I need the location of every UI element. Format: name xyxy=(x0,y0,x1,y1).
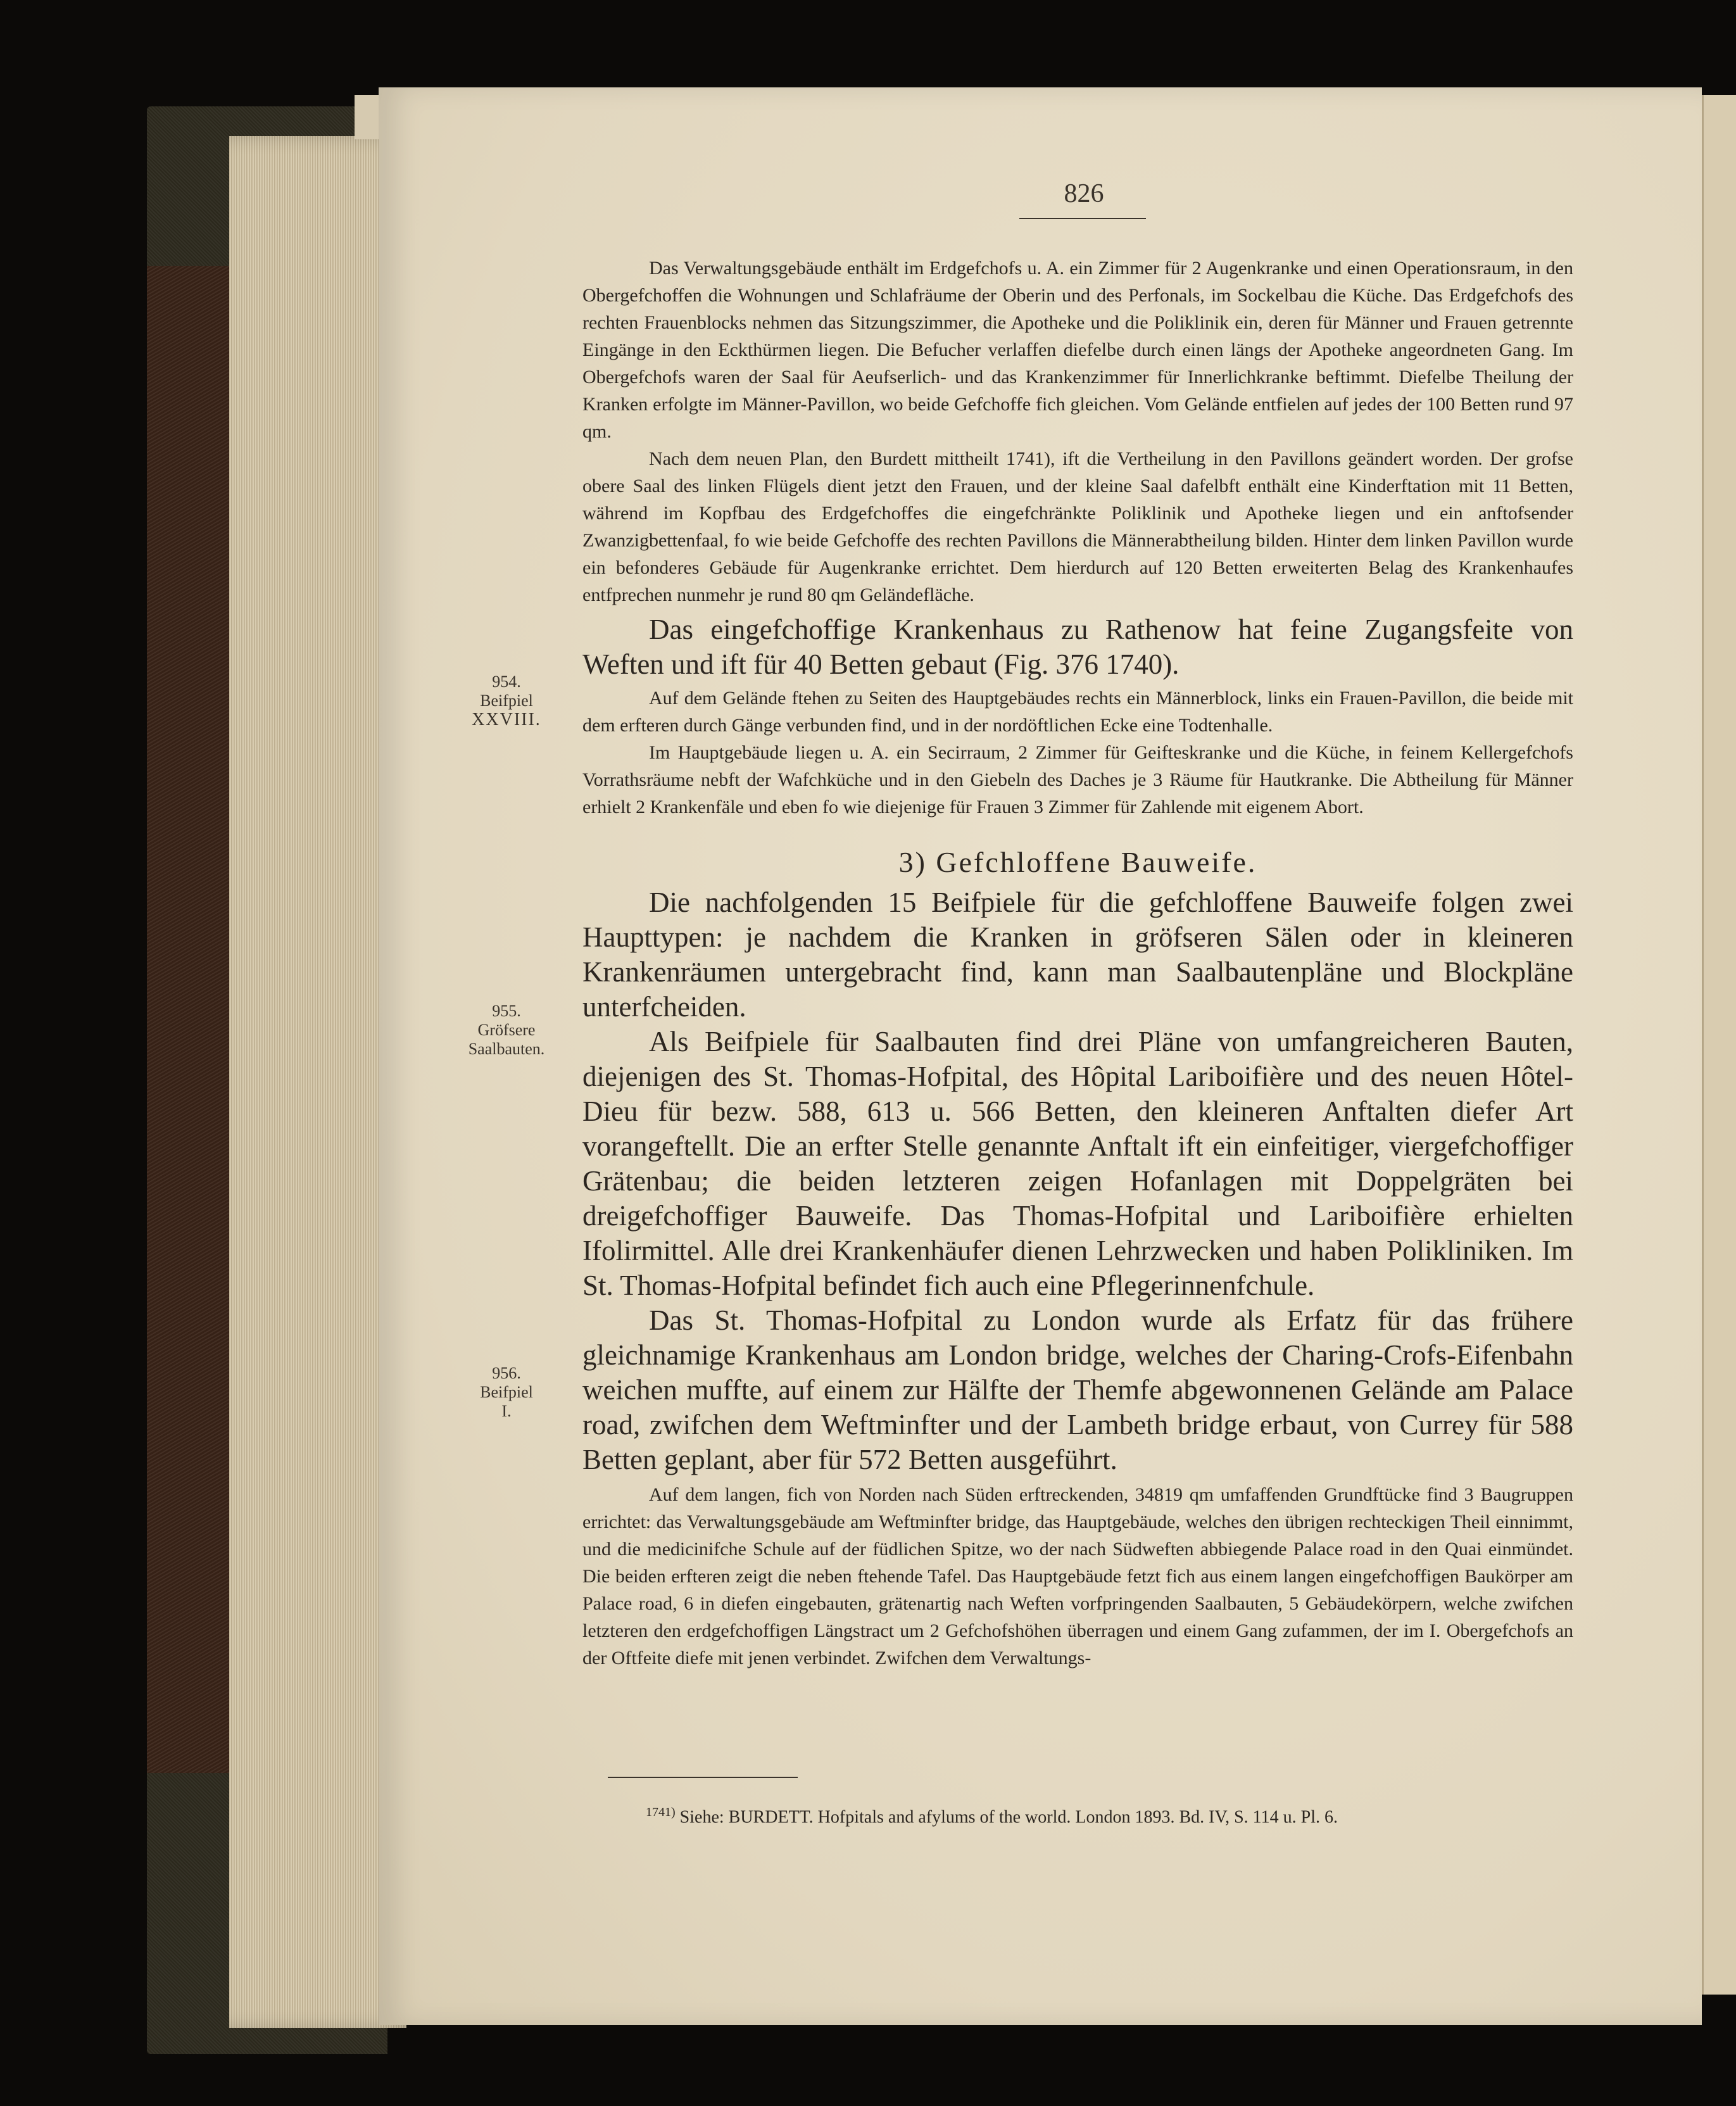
page-number: 826 xyxy=(1064,179,1104,208)
footnote-rule xyxy=(608,1777,798,1778)
paragraph-saalbauten: Als Beifpiele für Saalbauten find drei Pläne von umfangreicheren Bauten, diejenigen des St. Thomas-Hofpital, des Hôpital Lariboifière und des neuen Hôtel-Dieu für bezw. 588, 613 u. 566 Betten, den kleineren Anftalten diefer Art vorangeftellt. Die an erfter Stelle genannte Anftalt ift ein einfeitiger, viergefchoffiger Grätenbau; die beiden letzteren zeigen Hofanlagen mit Doppelgräten bei dreigefchoffiger Bauweife. Das Thomas-Hofpital und Lariboifière erhielten Ifolirmittel. Alle drei Krankenhäufer dienen Lehrzwecken und haben Polikliniken. Im St. Thomas-Hofpital befindet fich auch eine Pflegerinnenfchule. xyxy=(582,1026,1573,1301)
margin-note-number: 956. xyxy=(492,1364,521,1382)
facing-page-edge xyxy=(1702,95,1736,1995)
margin-note-956 xyxy=(443,1364,570,1421)
margin-note-extra: I. xyxy=(501,1402,512,1420)
margin-note-955 xyxy=(443,1002,570,1059)
paragraph-gelaende: Auf dem Gelände ftehen zu Seiten des Hauptgebäudes rechts ein Männerblock, links ein Frauen-Pavillon, die beide mit dem erfteren durch Gänge verbunden find, und in der nordöftlichen Ecke eine Todtenhalle. xyxy=(582,688,1573,736)
margin-note-954 xyxy=(443,672,570,729)
paragraph-rathenow: Das eingefchoffige Krankenhaus zu Rathenow hat feine Zugangsfeite von Weften und ift für 40 Betten gebaut (Fig. 376 1740). xyxy=(582,614,1573,680)
book-spine-leather xyxy=(147,266,229,1773)
paragraph-verwaltungsgebaeude: Das Verwaltungsgebäude enthält im Erdgefchofs u. A. ein Zimmer für 2 Augenkranke und einen Operationsraum, in den Obergefchoffen die Wohnungen und Schlafräume der Oberin und des Perfonals, im Sockelbau die Küche. Das Erdgefchofs des rechten Frauenblocks nehmen das Sitzungszimmer, die Apotheke und die Poliklinik ein, deren für Männer und Frauen getrennte Eingänge in den Eckthürmen liegen. Die Befucher verlaffen diefelbe durch einen längs der Apotheke angeordneten Gang. Im Obergefchofs waren der Saal für Aeufserlich- und das Krankenzimmer für Innerlichkranke beftimmt. Diefelbe Theilung der Kranken erfolgte im Männer-Pavillon, wo beide Gefchoffe fich gleichen. Vom Gelände entfielen auf jedes der 100 Betten rund 97 qm. xyxy=(582,258,1573,442)
paragraph-nachfolgende-beispiele: Die nachfolgenden 15 Beifpiele für die gefchloffene Bauweife folgen zwei Haupttypen: je nachdem die Kranken in gröfseren Sälen oder in kleineren Krankenräumen untergebracht find, kann man Saalbautenpläne und Blockpläne unterfcheiden. xyxy=(582,886,1573,1023)
margin-note-number: 955. xyxy=(492,1002,521,1020)
page-number-rule xyxy=(1019,218,1146,219)
paragraph-st-thomas: Das St. Thomas-Hofpital zu London wurde als Erfatz für das frühere gleichnamige Krankenhaus am London bridge, welches der Charing-Crofs-Eifenbahn weichen muffte, auf einem zur Hälfte der Themfe abgewonnenen Gelände am Palace road, zwifchen dem Weftminfter und der Lambeth bridge erbaut, von Currey für 588 Betten geplant, aber für 572 Betten ausgeführt. xyxy=(582,1304,1573,1475)
section-heading: 3) Gefchloffene Bauweife. xyxy=(898,846,1257,878)
footnote-marker: 1741) xyxy=(646,1805,676,1819)
paragraph-hauptgebaeude: Im Hauptgebäude liegen u. A. ein Secirraum, 2 Zimmer für Geifteskranke und die Küche, in feinem Kellergefchofs Vorrathsräume nebft der Wafchküche und in den Giebeln des Daches je 3 Räume für Hautkranke. Die Abtheilung für Männer erhielt 2 Krankenfäle und eben fo wie diejenige für Frauen 3 Zimmer für Zahlende mit eigenem Abort. xyxy=(582,742,1573,817)
margin-note-number: 954. xyxy=(492,672,521,691)
footnote xyxy=(646,1800,1532,1830)
margin-note-label: Gröfsere xyxy=(477,1021,536,1039)
margin-note-extra: Saalbauten. xyxy=(468,1040,545,1058)
footnote-text: Siehe: BURDETT. Hofpitals and afylums of the world. London 1893. Bd. IV, S. 114 u. Pl. 6. xyxy=(679,1807,1338,1827)
margin-note-label: Beifpiel xyxy=(480,1383,533,1401)
margin-note-label: Beifpiel xyxy=(480,691,533,710)
paragraph-neuer-plan: Nach dem neuen Plan, den Burdett mittheilt 1741), ift die Vertheilung in den Pavillons geändert worden. Der grofse obere Saal des linken Flügels dient jetzt den Frauen, und der kleine Saal dafelbft enthält eine Kinderftation mit 11 Betten, während im Kopfbau des Erdgefchoffes die eingefchränkte Poliklinik und Apotheke liegen und ein anftofsender Zwanzigbettenfaal, fo wie beide Gefchoffe des rechten Pavillons die Männerabtheilung bilden. Hinter dem linken Pavillon wurde ein befonderes Gebäude für Augenkranke errichtet. Dem hierdurch auf 120 Betten erweiterten Belag des Krankenhaufes entfprechen nunmehr je rund 80 qm Geländefläche. xyxy=(582,448,1573,605)
page-body-text xyxy=(582,255,1573,1672)
paragraph-grundstueck: Auf dem langen, fich von Norden nach Süden erftreckenden, 34819 qm umfaffenden Grundftücke find 3 Baugruppen errichtet: das Verwaltungsgebäude am Weftminfter bridge, das Hauptgebäude, welches den übrigen rechteckigen Theil einnimmt, und die medicinifche Schule auf der füdlichen Spitze, wo der nach Südweften abbiegende Palace road in den Quai einmündet. Die beiden erfteren zeigt die neben ftehende Tafel. Das Hauptgebäude fetzt fich aus einem langen eingefchoffigen Baukörper am Palace road, 6 in diefen eingebauten, grätenartig nach Weften vorfpringenden Saalbauten, 5 Gebäudekörpern, welche zwifchen letzteren den erdgefchoffigen Längstract um 2 Gefchofshöhen überragen und einem Gang zufammen, der im I. Obergefchofs an der Oftfeite diefe mit jenen verbindet. Zwifchen dem Verwaltungs- xyxy=(582,1484,1573,1668)
margin-note-extra: XXVIII. xyxy=(472,710,541,729)
